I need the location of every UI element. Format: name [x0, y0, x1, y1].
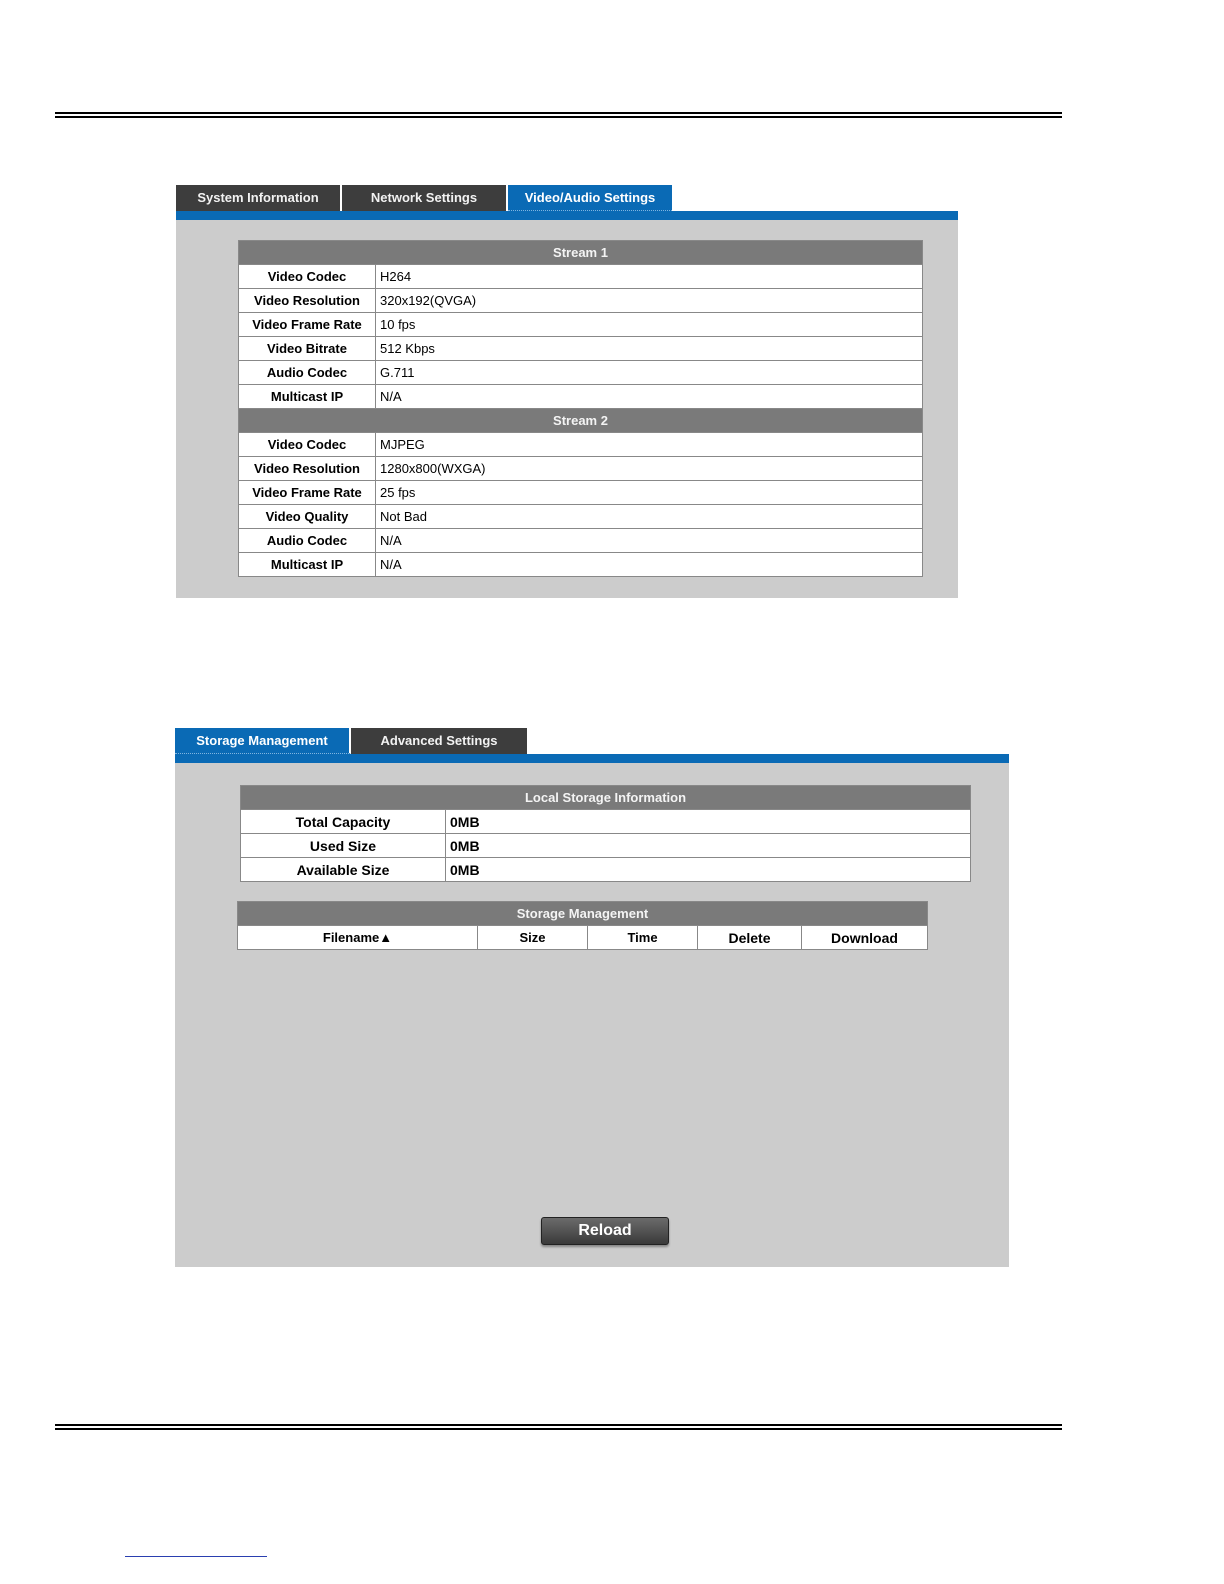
stream2-header: Stream 2 [239, 409, 923, 433]
column-time[interactable]: Time [588, 926, 698, 950]
tab-video-audio-settings[interactable]: Video/Audio Settings [508, 185, 672, 211]
row-value: N/A [376, 529, 923, 553]
table-row [239, 265, 923, 289]
row-value: 0MB [446, 858, 971, 882]
row-label: Video Frame Rate [239, 313, 376, 337]
table-row [241, 834, 971, 858]
table-row [239, 553, 923, 577]
table-row [239, 289, 923, 313]
tab-storage-management[interactable]: Storage Management [175, 728, 351, 754]
row-label: Available Size [241, 858, 446, 882]
row-label: Video Resolution [239, 457, 376, 481]
tab-system-information[interactable]: System Information [176, 185, 342, 211]
tab-underline-bar [176, 211, 958, 220]
row-label: Video Frame Rate [239, 481, 376, 505]
table-row [239, 505, 923, 529]
local-storage-table [240, 785, 971, 882]
panel-body [175, 763, 1009, 1267]
table-row [241, 858, 971, 882]
footer-underline [125, 1556, 267, 1557]
tab-bar [175, 728, 527, 754]
table-row [239, 433, 923, 457]
table-row [239, 457, 923, 481]
storage-panel [175, 728, 1009, 1267]
row-label: Audio Codec [239, 529, 376, 553]
tab-network-settings[interactable]: Network Settings [342, 185, 508, 211]
table-row [239, 313, 923, 337]
row-label: Video Bitrate [239, 337, 376, 361]
row-label: Video Codec [239, 265, 376, 289]
row-value: N/A [376, 553, 923, 577]
stream-info-table [238, 240, 923, 577]
column-download: Download [802, 926, 928, 950]
tab-bar [176, 185, 672, 211]
row-value: MJPEG [376, 433, 923, 457]
bottom-rule [55, 1424, 1062, 1430]
storage-management-table [237, 901, 928, 950]
table-row [239, 337, 923, 361]
table-row [239, 361, 923, 385]
row-value: 25 fps [376, 481, 923, 505]
panel-body [176, 220, 958, 598]
table-row [239, 481, 923, 505]
local-storage-header: Local Storage Information [241, 786, 971, 810]
video-audio-panel [176, 185, 958, 598]
storage-management-header: Storage Management [238, 902, 928, 926]
column-size[interactable]: Size [478, 926, 588, 950]
row-label: Video Resolution [239, 289, 376, 313]
row-value: H264 [376, 265, 923, 289]
row-value: 320x192(QVGA) [376, 289, 923, 313]
row-label: Video Codec [239, 433, 376, 457]
table-row [241, 810, 971, 834]
row-value: Not Bad [376, 505, 923, 529]
row-label: Multicast IP [239, 553, 376, 577]
row-label: Video Quality [239, 505, 376, 529]
row-label: Audio Codec [239, 361, 376, 385]
column-filename[interactable]: Filename▲ [238, 926, 478, 950]
row-value: N/A [376, 385, 923, 409]
top-rule [55, 112, 1062, 118]
reload-button[interactable]: Reload [541, 1217, 669, 1245]
tab-underline-bar [175, 754, 1009, 763]
row-value: 10 fps [376, 313, 923, 337]
row-value: 0MB [446, 810, 971, 834]
stream1-header: Stream 1 [239, 241, 923, 265]
column-delete: Delete [698, 926, 802, 950]
column-header-row [238, 926, 928, 950]
table-row [239, 385, 923, 409]
row-value: 0MB [446, 834, 971, 858]
tab-advanced-settings[interactable]: Advanced Settings [351, 728, 527, 754]
row-label: Multicast IP [239, 385, 376, 409]
row-value: 1280x800(WXGA) [376, 457, 923, 481]
row-label: Total Capacity [241, 810, 446, 834]
row-value: 512 Kbps [376, 337, 923, 361]
table-row [239, 529, 923, 553]
row-label: Used Size [241, 834, 446, 858]
row-value: G.711 [376, 361, 923, 385]
